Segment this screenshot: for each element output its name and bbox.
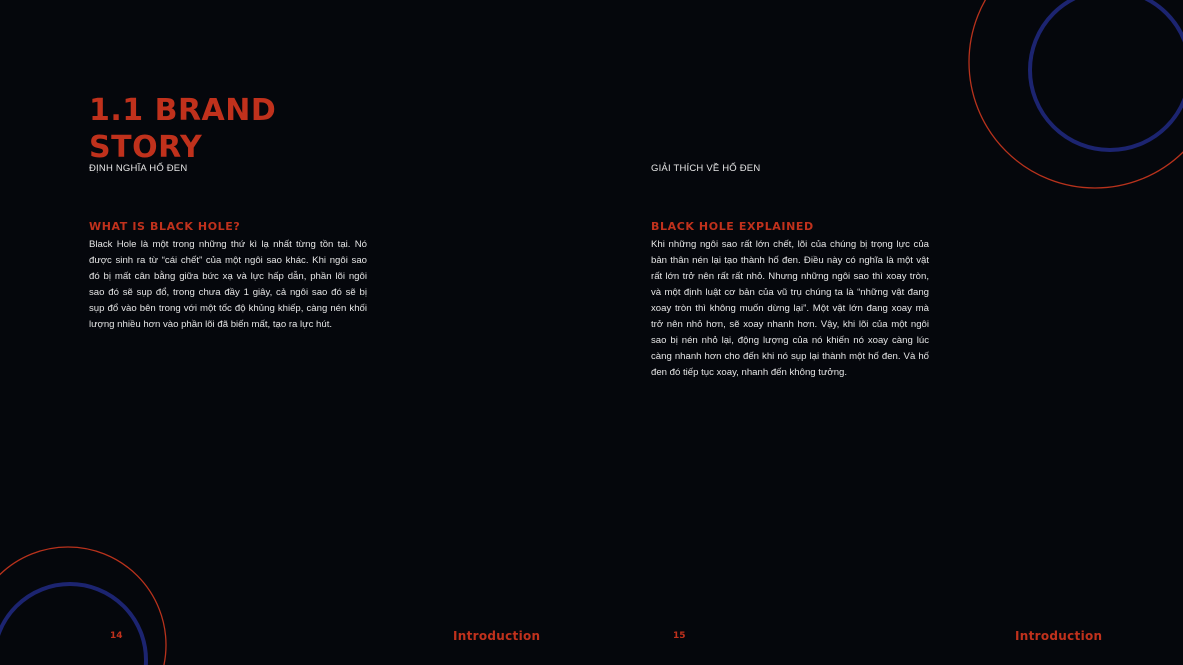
- page-title: 1.1 BRAND STORY: [89, 93, 277, 165]
- right-subtitle: GIẢI THÍCH VỀ HỐ ĐEN: [651, 163, 761, 174]
- ring-bottom-left-inner: [0, 584, 146, 665]
- left-subtitle: ĐỊNH NGHĨA HỐ ĐEN: [89, 163, 188, 174]
- ring-top-right-outer: [969, 0, 1183, 188]
- left-page-number: 14: [110, 631, 123, 641]
- ring-top-right-inner: [1030, 0, 1183, 150]
- left-footer-section-label: Introduction: [453, 629, 541, 643]
- left-body-text: Black Hole là một trong những thứ kì lạ nhất từng tồn tại. Nó được sinh ra từ “cái chết” của một ngôi sao khác. Khi ngôi sao đó bị mất cân bằng giữa bức xạ và lực hấp dẫn, phần lõi ngôi sao đó sẽ sụp đổ, trong chưa đầy 1 giây, cả ngôi sao đó sẽ bị sụp đổ vào bên trong với một tốc độ khủng khiếp, càng nén khối lượng nhiều hơn vào phần lõi đã biến mất, tạo ra lực hút.: [89, 239, 367, 330]
- right-body-text: Khi những ngôi sao rất lớn chết, lõi của chúng bị trọng lực của bản thân nén lại tạo thành hố đen. Điều này có nghĩa là một vật rất lớn trở nên rất rất nhỏ. Nhưng những ngôi sao thì xoay tròn, và một định luật cơ bản của vũ trụ chúng ta là “những vật đang xoay tròn thì không muốn dừng lại”. Một vật lớn đang xoay mà trở nên nhỏ hơn, sẽ xoay nhanh hơn. Vậy, khi lõi của một ngôi sao bị nén nhỏ lại, động lượng của nó khiến nó xoay càng lúc càng nhanh hơn cho đến khi nó sụp lại thành một hố đen. Và hố đen đó tiếp tục xoay, nhanh đến không tưởng.: [651, 239, 929, 378]
- right-footer-section-label: Introduction: [1015, 629, 1103, 643]
- right-page-number: 15: [673, 631, 686, 641]
- left-section-heading: WHAT IS BLACK HOLE?: [89, 220, 241, 233]
- right-section-heading: BLACK HOLE EXPLAINED: [651, 220, 814, 233]
- ring-bottom-left-outer: [0, 547, 166, 665]
